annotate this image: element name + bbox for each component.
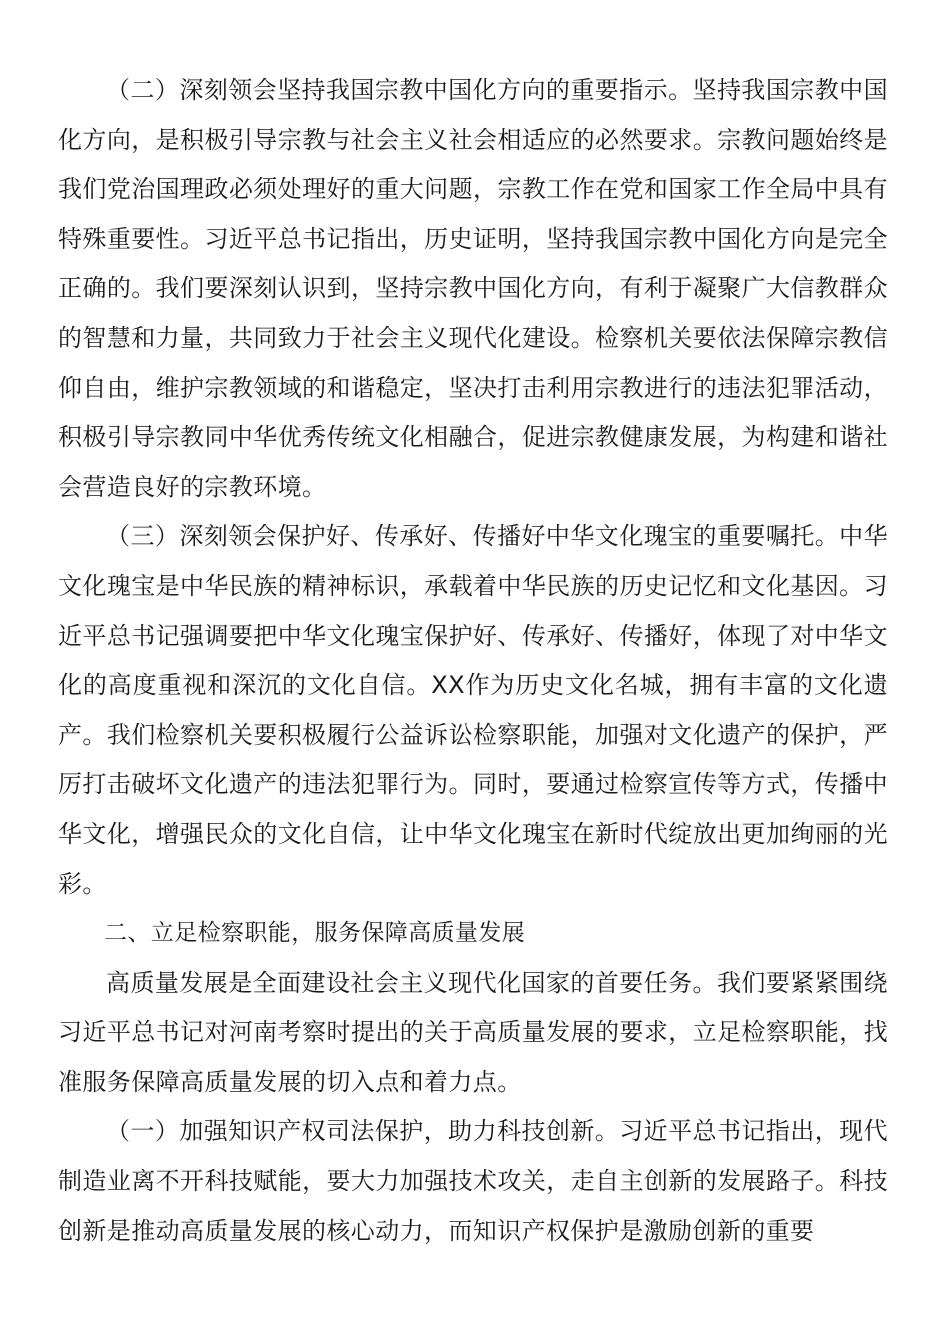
paragraph-ip-protection: （一）加强知识产权司法保护，助力科技创新。习近平总书记指出，现代制造业离不开科技赋能，要大力加强技术攻关，走自主创新的发展路子。科技创新是推动高质量发展的核心动力，而知识产权保护是激励创新的重要	[58, 1117, 888, 1245]
paragraph-religion-sinicization: （二）深刻领会坚持我国宗教中国化方向的重要指示。坚持我国宗教中国化方向，是积极引导宗教与社会主义社会相适应的必然要求。宗教问题始终是我们党治国理政必须处理好的重大问题，宗教工作在党和国家工作全局中具有特殊重要性。习近平总书记指出，历史证明，坚持我国宗教中国化方向是完全正确的。我们要深刻认识到，坚持宗教中国化方向，有利于凝聚广大信教群众的智慧和力量，共同致力于社会主义现代化建设。检察机关要依法保障宗教信仰自由，维护宗教领域的和谐稳定，坚决打击利用宗教进行的违法犯罪活动，积极引导宗教同中华优秀传统文化相融合，促进宗教健康发展，为构建和谐社会营造良好的宗教环境。	[58, 76, 888, 501]
paragraph-section-intro: 高质量发展是全面建设社会主义现代化国家的首要任务。我们要紧紧围绕习近平总书记对河南考察时提出的关于高质量发展的要求，立足检察职能，找准服务保障高质量发展的切入点和着力点。	[58, 968, 888, 1096]
section-heading: 二、立足检察职能，服务保障高质量发展	[104, 920, 526, 947]
paragraph-cultural-treasures: （三）深刻领会保护好、传承好、传播好中华文化瑰宝的重要嘱托。中华文化瑰宝是中华民族的精神标识，承载着中华民族的历史记忆和文化基因。习近平总书记强调要把中华文化瑰宝保护好、传承好、传播好，体现了对中华文化的高度重视和深沉的文化自信。XX作为历史文化名城，拥有丰富的文化遗产。我们检察机关要积极履行公益诉讼检察职能，加强对文化遗产的保护，严厉打击破坏文化遗产的违法犯罪行为。同时，要通过检察宣传等方式，传播中华文化，增强民众的文化自信，让中华文化瑰宝在新时代绽放出更加绚丽的光彩。	[58, 522, 888, 898]
